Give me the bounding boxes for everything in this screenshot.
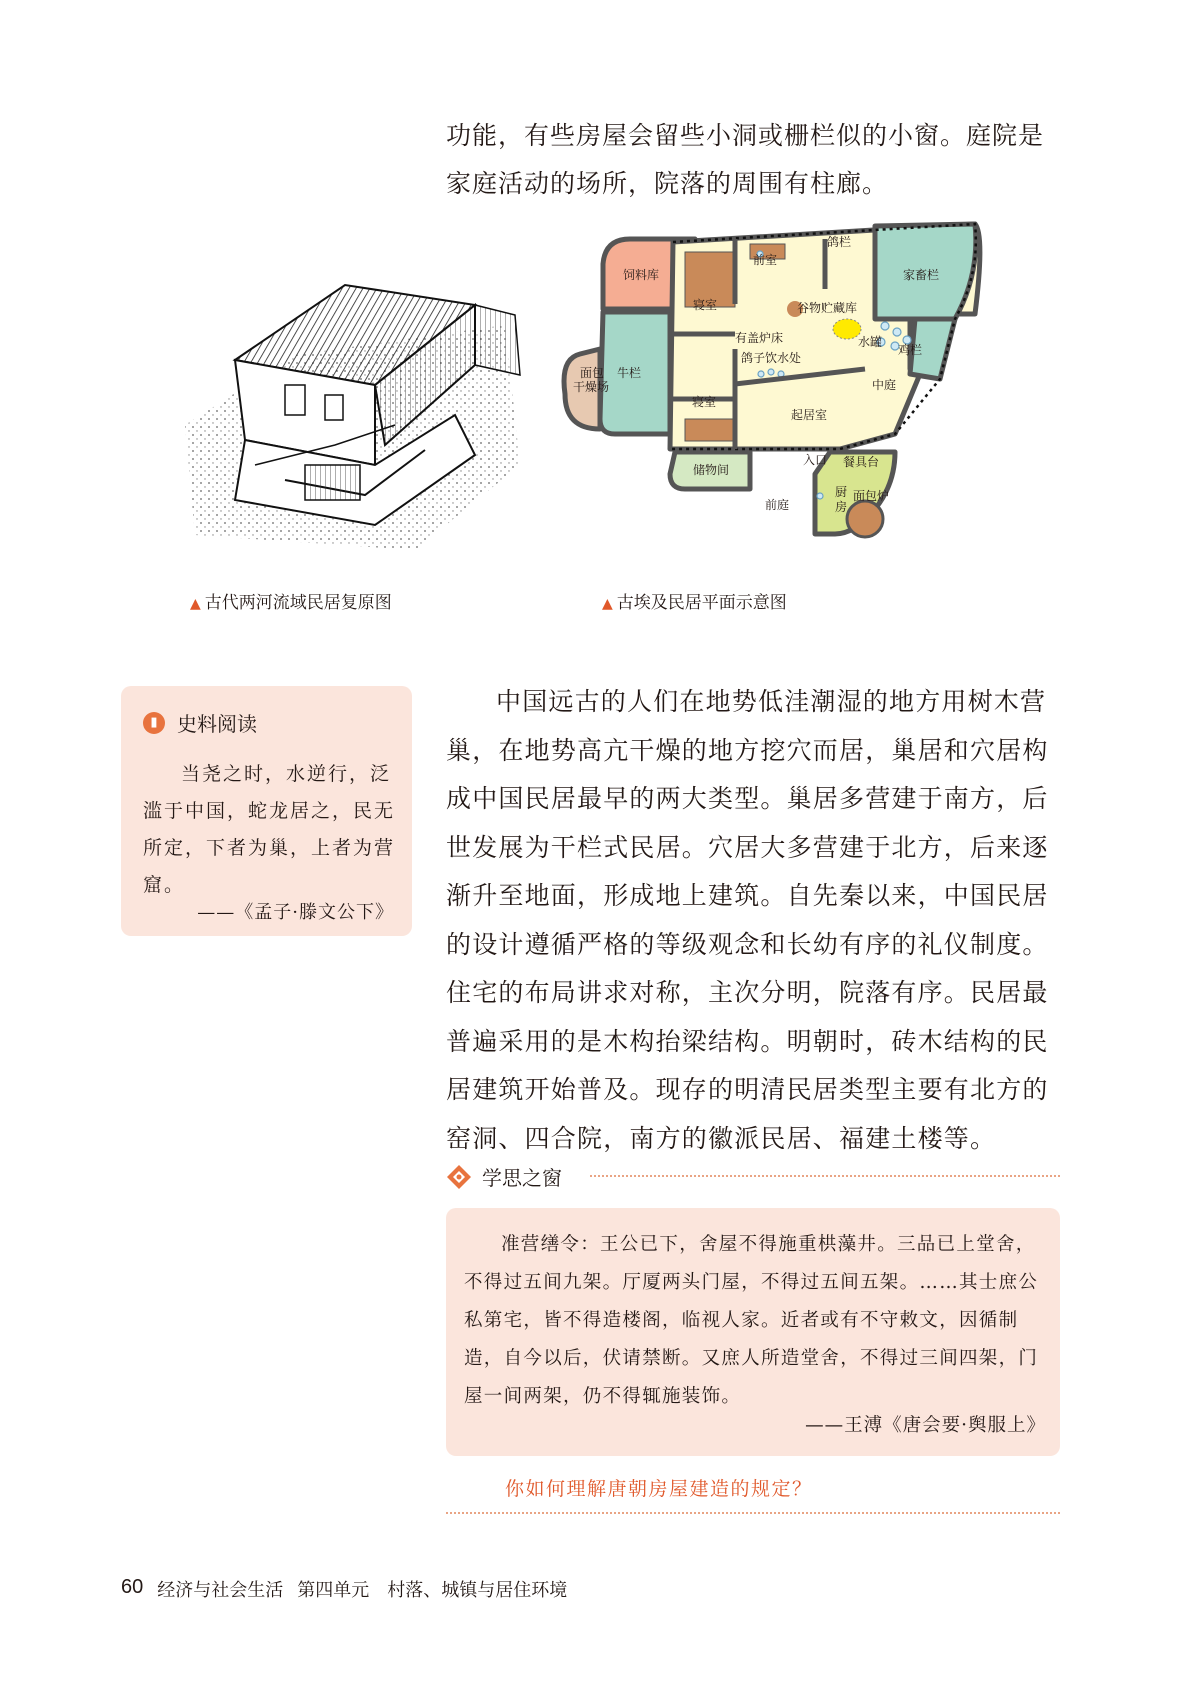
historical-reading-text: 当尧之时，水逆行，泛滥于中国，蛇龙居之，民无所定，下者为巢，上者为营窟。 [143,763,396,896]
label-tableware: 餐具台 [843,455,880,469]
historical-reading-source: ——《孟子·滕文公下》 [197,902,394,923]
label-pigeon-pen: 鸽栏 [827,235,852,249]
thinking-window-text: 准营缮令：王公已下，舍屋不得施重栱藻井。三品已上堂舍，不得过五间九架。厅厦两头门屋，不得过五间五架。……其士庶公私第宅，皆不得造楼阁，临视人家。近者或有不守敕文，因循制造，自今以后，伏请禁断。又庶人所造堂舍，不得过三间四架，门屋一间两架，仍不得辄施装饰。 [464,1234,1039,1407]
mesopotamian-house-illustration [175,265,525,555]
label-granary: 谷物贮藏库 [797,301,858,315]
diamond-icon [446,1164,472,1190]
main-paragraph: 中国远古的人们在地势低洼潮湿的地方用树木营巢，在地势高亢干燥的地方挖穴而居，巢居和穴居构成中国民居最早的两大类型。巢居多营建于南方，后世发展为干栏式民居。穴居大多营建于北方，后来逐渐升至地面，形成地上建筑。自先秦以来，中国民居的设计遵循严格的等级观念和长幼有序的礼仪制度。住宅的布局讲求对称，主次分明，院落有序。民居最普遍采用的是木构抬梁结构。明朝时，砖木结构的民居建筑开始普及。现存的明清民居类型主要有北方的窑洞、四合院，南方的徽派民居、福建土楼等。 [446,687,1049,1153]
historical-reading-header [143,708,257,737]
label-bread-drying-1: 面包 [580,366,605,380]
thinking-window-header [446,1162,562,1191]
label-living-room: 起居室 [791,408,828,422]
historical-reading-box [121,686,412,936]
thinking-window-title: 学思之窗 [482,1166,562,1190]
label-bedroom-bottom: 寝室 [692,395,717,409]
triangle-icon: ▲ [602,596,613,612]
label-cattle-pen: 牛栏 [617,366,642,380]
label-front-yard: 前庭 [765,498,790,512]
triangle-icon: ▲ [190,596,201,612]
dotted-divider [590,1175,1060,1177]
label-front-room: 前室 [753,253,778,267]
right-figure-caption: ▲ 古埃及民居平面示意图 [602,593,787,613]
thinking-window-box [446,1208,1060,1456]
label-kitchen-1: 厨 [835,485,848,499]
label-kitchen-2: 房 [835,500,848,514]
label-fodder: 饲料库 [623,268,660,282]
egyptian-house-plan [573,234,1055,590]
thinking-window-question: 你如何理解唐朝房屋建造的规定？ [505,1478,813,1500]
dotted-divider [446,1512,1060,1514]
label-chicken-pen: 鸡栏 [898,343,923,357]
historical-reading-title: 史料阅读 [177,712,257,736]
page-footer [121,1576,567,1602]
label-covered-stove: 有盖炉床 [735,331,784,345]
top-paragraph: 功能，有些房屋会留些小洞或栅栏似的小窗。庭院是家庭活动的场所，院落的周围有柱廊。 [446,121,1045,198]
label-bread-oven: 面包炉 [853,489,890,503]
label-entrance: 入口 [803,453,828,467]
left-figure-caption: ▲ 古代两河流域民居复原图 [190,593,392,613]
label-courtyard-mid: 中庭 [872,378,897,392]
label-water-jar: 水罐 [858,335,883,349]
thinking-window-source: ——王溥《唐会要·舆服上》 [805,1415,1046,1436]
book-icon: ▮ [143,712,165,734]
unit-title: 第四单元 村落、城镇与居住环境 [297,1580,568,1601]
label-bedroom-top: 寝室 [693,298,718,312]
page-number: 60 [121,1576,144,1598]
label-livestock-pen: 家畜栏 [903,268,940,282]
book-title: 经济与社会生活 [157,1580,284,1601]
label-bread-drying-2: 干燥场 [573,380,610,394]
label-pigeon-water: 鸽子饮水处 [741,351,802,365]
label-storage: 储物间 [693,463,730,477]
